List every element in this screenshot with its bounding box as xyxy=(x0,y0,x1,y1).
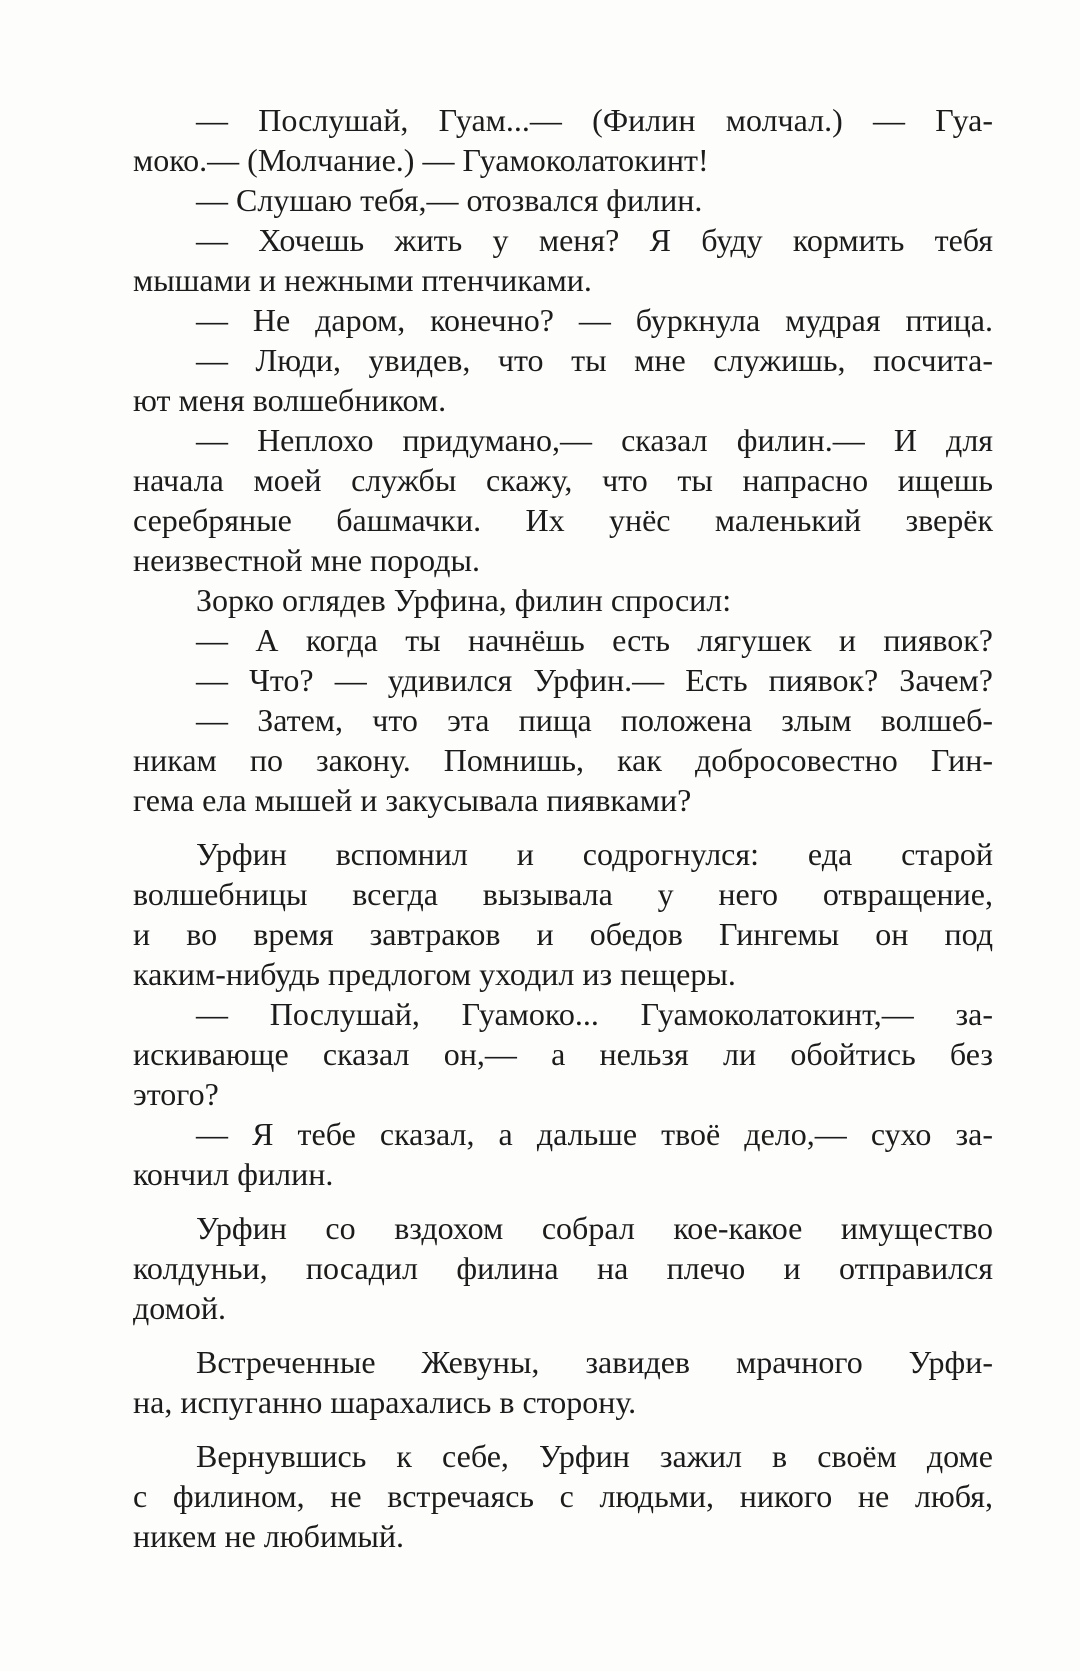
text-line: никем не любимый. xyxy=(133,1518,404,1554)
text-line: моко.— (Молчание.) — Гуамоколатокинт! xyxy=(133,142,709,178)
text-line: этого? xyxy=(133,1076,219,1112)
text-line: серебряные башмачки. Их унёс маленький зверёк xyxy=(133,502,993,538)
text-line: — Люди, увидев, что ты мне служишь, посчита- xyxy=(196,342,993,378)
text-line: — Послушай, Гуам...— (Филин молчал.) — Гуа- xyxy=(196,102,993,138)
text-line: — Хочешь жить у меня? Я буду кормить тебя xyxy=(196,222,993,258)
text-line: гема ела мышей и закусывала пиявками? xyxy=(133,782,692,818)
text-line: домой. xyxy=(133,1290,227,1326)
text-line: — А когда ты начнёшь есть лягушек и пиявок? xyxy=(196,622,993,658)
text-line: — Послушай, Гуамоко... Гуамоколатокинт,— за- xyxy=(196,996,993,1032)
text-line: начала моей службы скажу, что ты напрасно ищешь xyxy=(133,462,993,498)
text-line: кончил филин. xyxy=(133,1156,334,1192)
text-line: Зорко оглядев Урфина, филин спросил: xyxy=(196,582,732,618)
text-line: неизвестной мне породы. xyxy=(133,542,481,578)
text-line: искивающе сказал он,— а нельзя ли обойтись без xyxy=(133,1036,993,1072)
text-line: никам по закону. Помнишь, как добросовестно Гин- xyxy=(133,742,993,778)
text-line: — Неплохо придумано,— сказал филин.— И для xyxy=(196,422,993,458)
text-line: — Затем, что эта пища положена злым волшеб- xyxy=(196,702,993,738)
text-line: колдуньи, посадил филина на плечо и отправился xyxy=(133,1250,993,1286)
text-line: каким-нибудь предлогом уходил из пещеры. xyxy=(133,956,736,992)
text-line: Урфин со вздохом собрал кое-какое имущество xyxy=(196,1210,993,1246)
text-line: Встреченные Жевуны, завидев мрачного Урфи- xyxy=(196,1344,993,1380)
text-line: и во время завтраков и обедов Гингемы он под xyxy=(133,916,993,952)
text-line: — Я тебе сказал, а дальше твоё дело,— сухо за- xyxy=(196,1116,993,1152)
body-text xyxy=(133,100,993,1556)
text-line: Урфин вспомнил и содрогнулся: еда старой xyxy=(196,836,993,872)
text-line: — Что? — удивился Урфин.— Есть пиявок? Зачем? xyxy=(196,662,993,698)
text-line: мышами и нежными птенчиками. xyxy=(133,262,592,298)
text-line: — Слушаю тебя,— отозвался филин. xyxy=(196,182,703,218)
text-line: с филином, не встречаясь с людьми, никого не любя, xyxy=(133,1478,993,1514)
text-line: ют меня волшебником. xyxy=(133,382,447,418)
text-line: Вернувшись к себе, Урфин зажил в своём доме xyxy=(196,1438,993,1474)
text-line: волшебницы всегда вызывала у него отвращение, xyxy=(133,876,993,912)
text-line: — Не даром, конечно? — буркнула мудрая птица. xyxy=(196,302,993,338)
text-line: на, испуганно шарахались в сторону. xyxy=(133,1384,637,1420)
